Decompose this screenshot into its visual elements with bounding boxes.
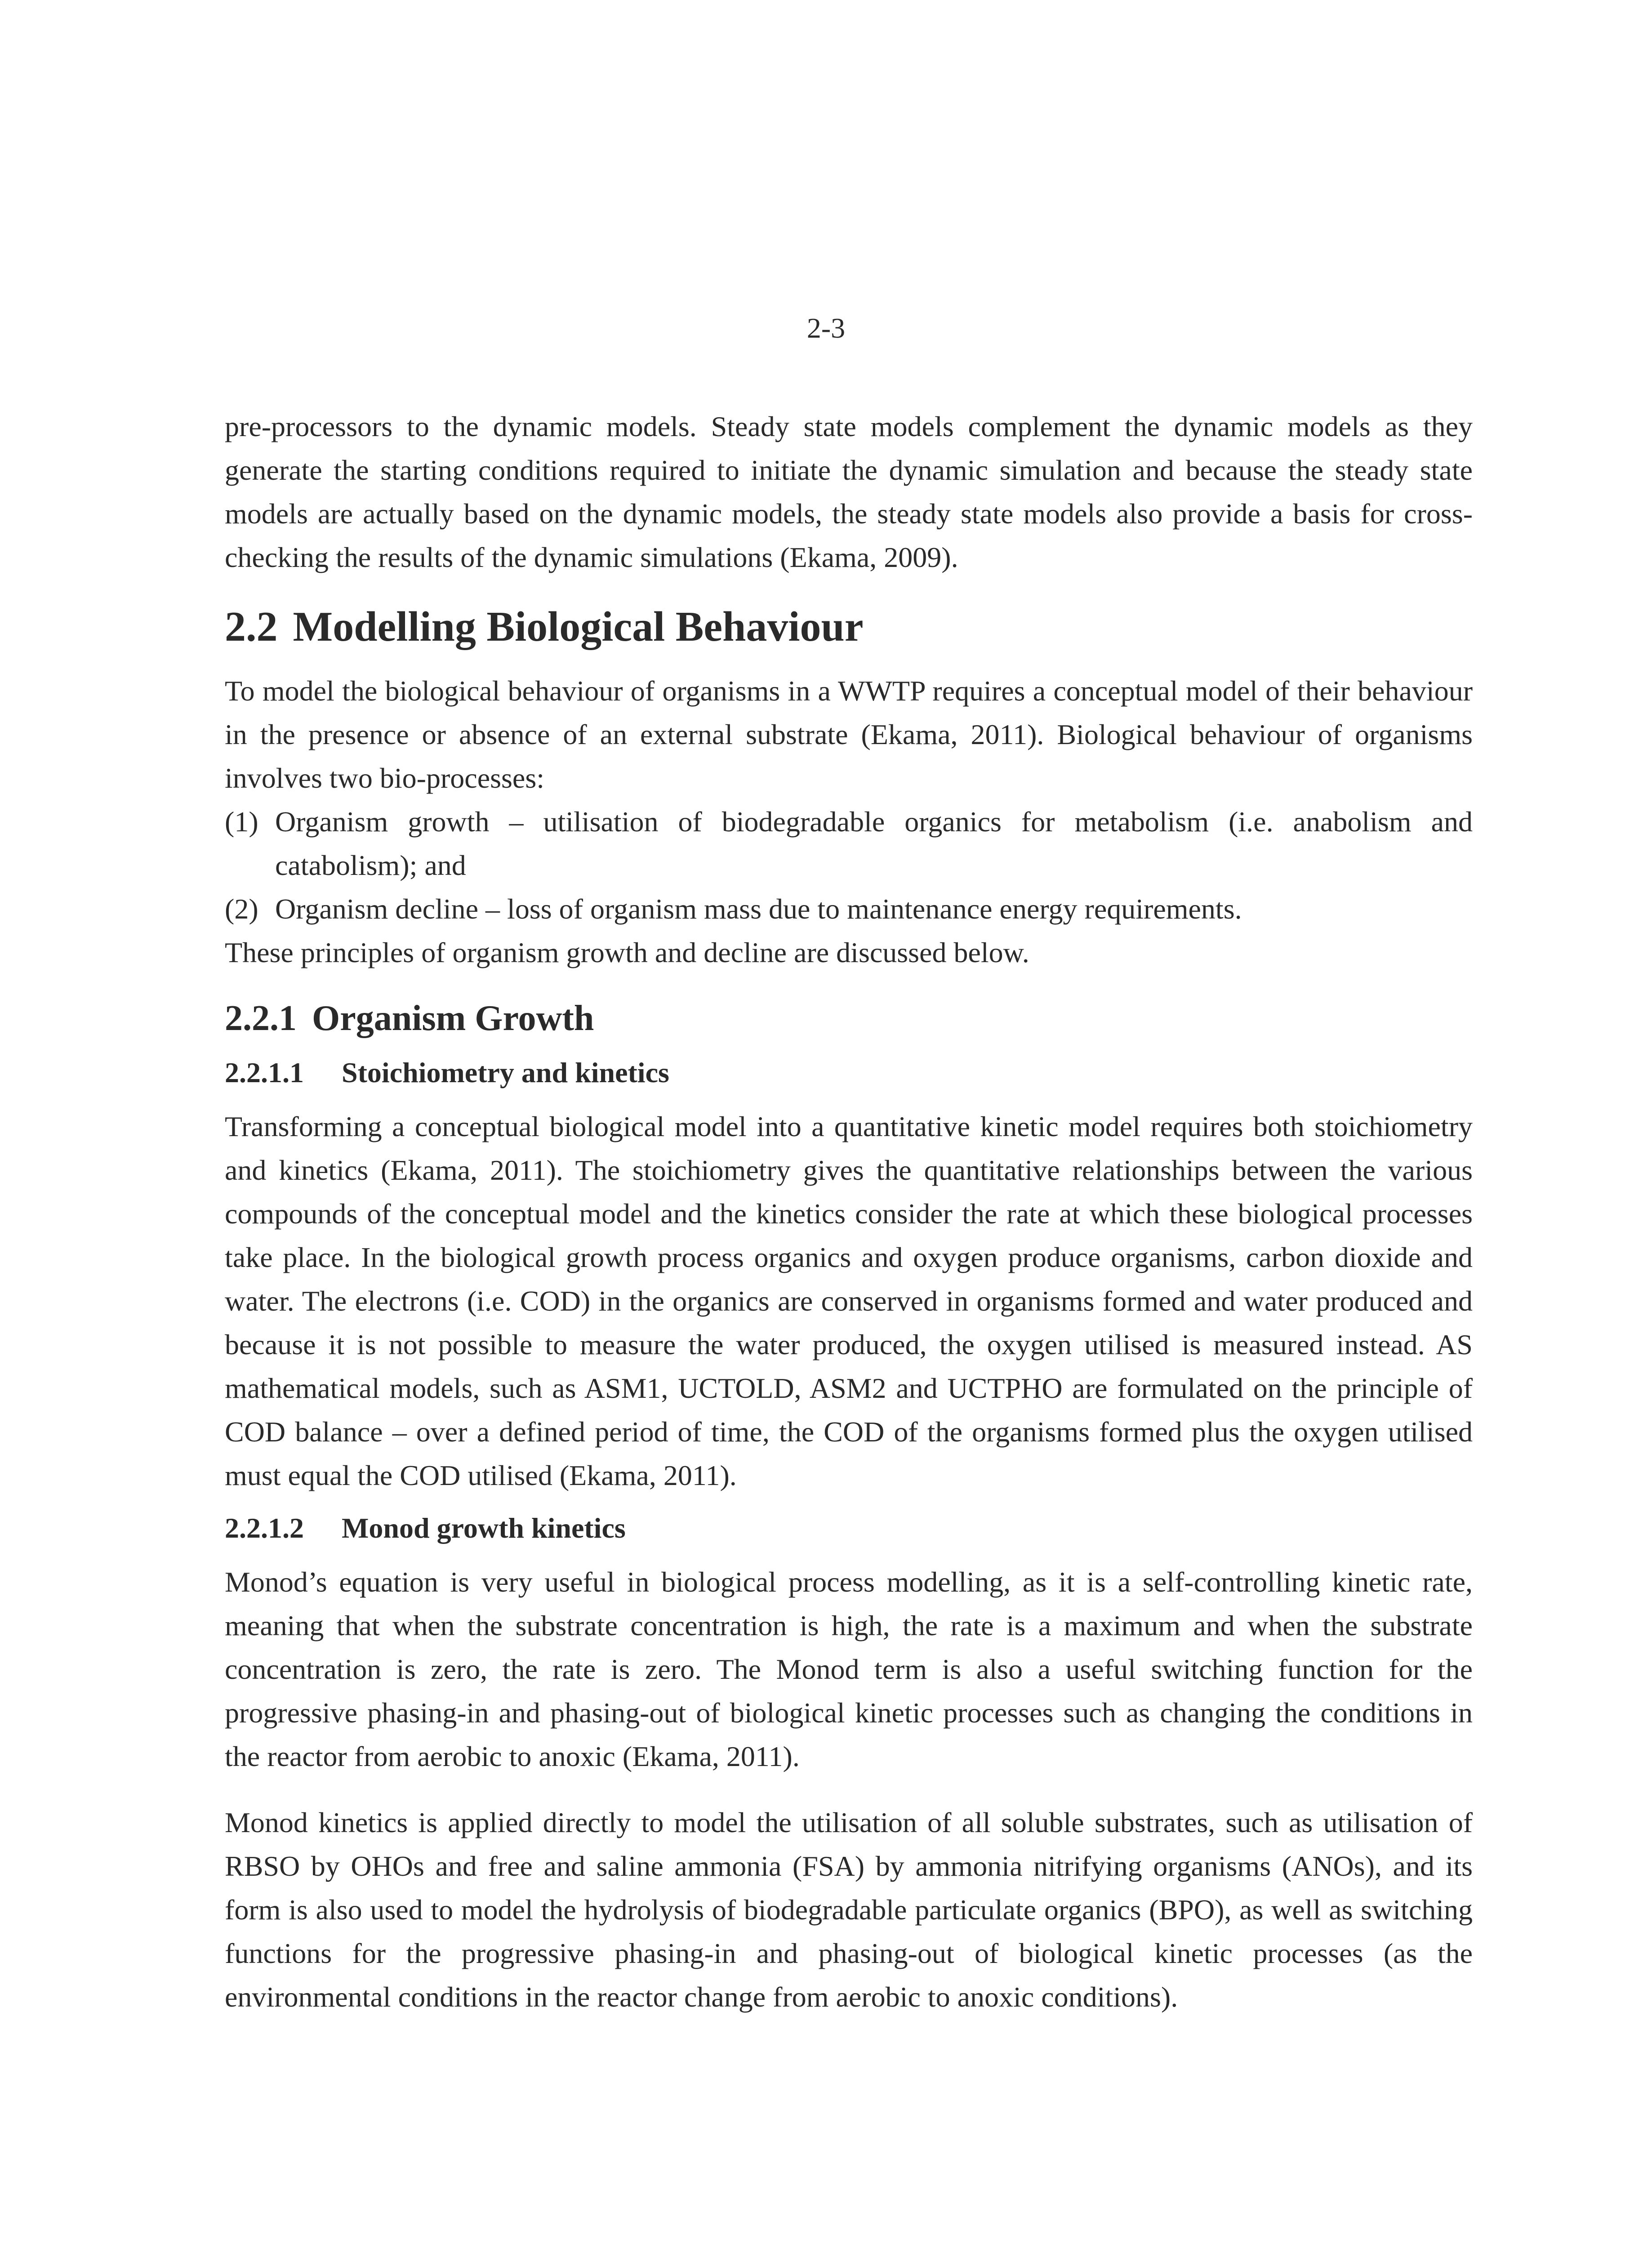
list-item bbox=[225, 800, 1473, 887]
list-item-text: Organism decline – loss of organism mass due to maintenance energy requirements. bbox=[275, 893, 1242, 925]
section-title: Modelling Biological Behaviour bbox=[293, 603, 864, 650]
stoichiometry-paragraph: Transforming a conceptual biological model into a quantitative kinetic model requires both stoichiometry and kinetics (Ekama, 2011). The stoichiometry gives the quantitative relationships between the various compounds of the conceptual model and the kinetics consider the rate at which these biological processes take place. In the biological growth process organics and oxygen produce organisms, carbon dioxide and water. The electrons (i.e. COD) in the organics are conserved in organisms formed and water produced and because it is not possible to measure the water produced, the oxygen utilised is measured instead. AS mathematical models, such as ASM1, UCTOLD, ASM2 and UCTPHO are formulated on the principle of COD balance – over a defined period of time, the COD of the organisms formed plus the oxygen utilised must equal the COD utilised (Ekama, 2011). bbox=[225, 1111, 1473, 1491]
section-paragraph: To model the biological behaviour of organisms in a WWTP requires a conceptual model of their behaviour in the presence or absence of an external substrate (Ekama, 2011). Biological behaviour of organisms involves two bio-processes: bbox=[225, 675, 1473, 794]
page-number: 2-3 bbox=[806, 312, 846, 344]
subsubsection-title: Stoichiometry and kinetics bbox=[342, 1057, 669, 1088]
subsection-heading bbox=[225, 995, 1473, 1042]
subsubsection-heading-monod bbox=[225, 1508, 1473, 1548]
subsubsection-heading-stoichiometry bbox=[225, 1053, 1473, 1093]
monod-paragraph-1: Monod’s equation is very useful in biological process modelling, as it is a self-controlling kinetic rate, meaning that when the substrate concentration is high, the rate is a maximum and when the substrate concentration is zero, the rate is zero. The Monod term is also a useful switching function for the progressive phasing-in and phasing-out of biological kinetic processes such as changing the conditions in the reactor from aerobic to anoxic (Ekama, 2011). bbox=[225, 1566, 1473, 1772]
section-number: 2.2 bbox=[225, 603, 278, 650]
subsubsection-title: Monod growth kinetics bbox=[342, 1512, 626, 1544]
list-marker: (1) bbox=[225, 806, 258, 838]
list-marker: (2) bbox=[225, 893, 258, 925]
section-closing: These principles of organism growth and decline are discussed below. bbox=[225, 937, 1029, 968]
subsubsection-number: 2.2.1.2 bbox=[225, 1512, 304, 1544]
subsection-title: Organism Growth bbox=[312, 999, 594, 1038]
list-item-text: Organism growth – utilisation of biodegradable organics for metabolism (i.e. anabolism and catabolism); and bbox=[275, 806, 1473, 881]
bio-process-list bbox=[225, 800, 1473, 931]
list-item bbox=[225, 887, 1473, 931]
subsubsection-number: 2.2.1.1 bbox=[225, 1057, 304, 1088]
section-heading bbox=[225, 600, 1473, 654]
intro-paragraph: pre-processors to the dynamic models. Steady state models complement the dynamic models as they generate the starting conditions required to initiate the dynamic simulation and because the steady state models are actually based on the dynamic models, the steady state models also provide a basis for cross-checking the results of the dynamic simulations (Ekama, 2009). bbox=[225, 410, 1473, 573]
monod-paragraph-2: Monod kinetics is applied directly to model the utilisation of all soluble substrates, such as utilisation of RBSO by OHOs and free and saline ammonia (FSA) by ammonia nitrifying organisms (ANOs), and its form is also used to model the hydrolysis of biodegradable particulate organics (BPO), as well as switching functions for the progressive phasing-in and phasing-out of biological kinetic processes (as the environmental conditions in the reactor change from aerobic to anoxic conditions). bbox=[225, 1806, 1473, 2013]
subsection-number: 2.2.1 bbox=[225, 999, 297, 1038]
page-content bbox=[225, 405, 1473, 2019]
